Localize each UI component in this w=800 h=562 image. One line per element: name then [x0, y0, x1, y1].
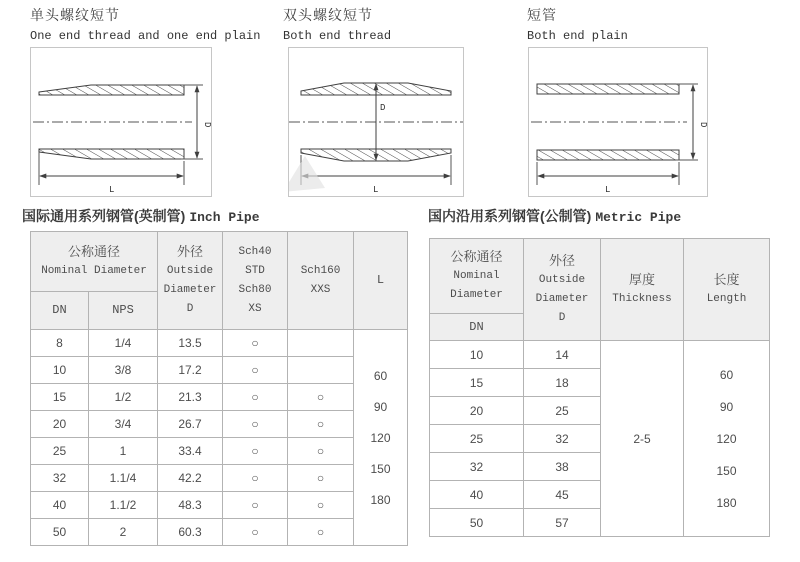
inch-header-sch40-line1: Sch40 [238, 245, 272, 258]
pipe-bottom-wall [537, 150, 679, 160]
cell-od: 32 [524, 425, 601, 453]
inch-header-sch40-line3: Sch80 [238, 283, 272, 296]
cell-od: 14 [524, 341, 601, 369]
table-row [31, 465, 408, 492]
metric-header-length-cn: 长度 [713, 272, 740, 287]
cell-nps: 1.1/4 [89, 465, 158, 492]
diagram-one-end-thread [30, 47, 212, 197]
metric-pipe-table [429, 238, 770, 537]
metric-header-length [684, 239, 770, 341]
cell-sch160-mark: ○ [288, 519, 354, 546]
cell-nps: 3/4 [89, 411, 158, 438]
pipe-drawing-both-end-thread [289, 48, 463, 196]
cell-dn: 10 [31, 357, 89, 384]
diagram-both-end-thread [288, 47, 464, 197]
cell-nps: 1/4 [89, 330, 158, 357]
metric-header-od-en2: Diameter [535, 293, 589, 305]
watermark [289, 156, 325, 192]
cell-sch40-mark: ○ [223, 330, 288, 357]
inch-section-title-en: Inch Pipe [189, 210, 260, 225]
cell-dn: 25 [31, 438, 89, 465]
cell-dn: 25 [430, 425, 524, 453]
dim-d-label: D [380, 103, 386, 113]
inch-header-l: L [354, 232, 408, 330]
product2-title-en: Both end thread [283, 29, 392, 43]
table-row [430, 341, 770, 369]
cell-sch40-mark: ○ [223, 384, 288, 411]
cell-dn: 32 [430, 453, 524, 481]
dim-d-label: D [202, 122, 211, 128]
inch-header-nominal-cn: 公称通径 [67, 244, 120, 259]
inch-header-od [158, 232, 223, 330]
table-row [31, 492, 408, 519]
length-value: 90 [719, 399, 734, 414]
l-value: 90 [373, 399, 388, 414]
cell-od: 45 [524, 481, 601, 509]
length-value: 150 [716, 463, 737, 478]
metric-header-thickness [601, 239, 684, 341]
metric-header-nominal-en1: Nominal [453, 270, 500, 282]
inch-header-nominal-en: Nominal Diameter [41, 265, 147, 277]
metric-header-od-cn: 外径 [548, 253, 575, 268]
length-value: 60 [719, 367, 734, 382]
cell-od: 38 [524, 453, 601, 481]
inch-header-nps: NPS [89, 292, 158, 330]
cell-dn: 50 [31, 519, 89, 546]
metric-thickness-cell: 2-5 [601, 341, 684, 537]
cell-sch40-mark: ○ [223, 411, 288, 438]
cell-nps: 1 [89, 438, 158, 465]
l-value: 120 [370, 430, 391, 445]
inch-header-dn: DN [31, 292, 89, 330]
metric-header-nominal-en2: Diameter [450, 289, 503, 301]
cell-od: 60.3 [158, 519, 223, 546]
cell-dn: 50 [430, 509, 524, 537]
table-row [31, 330, 408, 357]
inch-section-title-cn: 国际通用系列钢管(英制管) [22, 208, 186, 224]
inch-header-od-en1: Outside [166, 265, 214, 277]
inch-section-title [22, 206, 260, 226]
inch-header-sch40-line4: XS [248, 302, 262, 315]
metric-header-nominal [430, 239, 524, 314]
dim-l-label: L [109, 185, 115, 195]
table-row [31, 411, 408, 438]
metric-header-length-en: Length [706, 293, 747, 305]
metric-section-title [428, 206, 681, 226]
table-row [31, 519, 408, 546]
cell-sch160-mark: ○ [288, 411, 354, 438]
cell-sch160-mark: ○ [288, 438, 354, 465]
inch-header-sch160 [288, 232, 354, 330]
pipe-bottom-wall [39, 149, 184, 159]
metric-header-od-en1: Outside [538, 274, 586, 286]
cell-od: 21.3 [158, 384, 223, 411]
metric-section-title-cn: 国内沿用系列钢管(公制管) [428, 208, 592, 224]
metric-section-title-en: Metric Pipe [595, 210, 682, 225]
cell-dn: 15 [430, 369, 524, 397]
dim-l-label: L [373, 185, 379, 195]
metric-header-dn: DN [430, 314, 524, 341]
inch-header-sch160-line2: XXS [310, 283, 331, 296]
cell-nps: 1/2 [89, 384, 158, 411]
product2-title-cn: 双头螺纹短节 [283, 7, 373, 23]
cell-od: 25 [524, 397, 601, 425]
product1-title-en: One end thread and one end plain [30, 29, 261, 43]
cell-od: 17.2 [158, 357, 223, 384]
inch-header-nominal [31, 232, 158, 292]
cell-od: 18 [524, 369, 601, 397]
metric-header-od-symbol: D [558, 312, 566, 324]
cell-od: 26.7 [158, 411, 223, 438]
l-value: 150 [370, 461, 391, 476]
dim-l-label: L [605, 185, 611, 195]
cell-sch40-mark: ○ [223, 438, 288, 465]
cell-dn: 20 [430, 397, 524, 425]
inch-header-od-symbol: D [186, 303, 194, 315]
cell-dn: 20 [31, 411, 89, 438]
l-value: 180 [370, 492, 391, 507]
cell-od: 13.5 [158, 330, 223, 357]
cell-sch40-mark: ○ [223, 357, 288, 384]
pipe-top-wall [537, 84, 679, 94]
diagram-both-end-plain [528, 47, 708, 197]
cell-sch160-mark [288, 330, 354, 357]
inch-header-sch40-line2: STD [245, 264, 265, 277]
product1-title-cn: 单头螺纹短节 [30, 7, 120, 23]
metric-header-od [524, 239, 601, 341]
inch-pipe-table [30, 231, 408, 546]
table-row [31, 384, 408, 411]
cell-sch160-mark: ○ [288, 465, 354, 492]
pipe-drawing-both-end-plain [529, 48, 707, 196]
cell-od: 42.2 [158, 465, 223, 492]
cell-dn: 8 [31, 330, 89, 357]
table-row [31, 357, 408, 384]
pipe-drawing-one-end-thread [31, 48, 211, 196]
metric-header-nominal-cn: 公称通径 [450, 249, 503, 264]
cell-nps: 1.1/2 [89, 492, 158, 519]
product3-title-cn: 短管 [527, 7, 557, 23]
cell-sch160-mark: ○ [288, 492, 354, 519]
cell-dn: 40 [430, 481, 524, 509]
cell-od: 48.3 [158, 492, 223, 519]
length-value: 120 [716, 431, 737, 446]
l-value: 60 [373, 368, 388, 383]
inch-header-sch160-line1: Sch160 [300, 264, 341, 277]
product3-title-en: Both end plain [527, 29, 628, 43]
inch-l-values-cell [354, 330, 408, 546]
dim-d-label: D [698, 122, 707, 128]
cell-sch40-mark: ○ [223, 492, 288, 519]
metric-header-thickness-en: Thickness [612, 293, 672, 305]
inch-header-sch40 [223, 232, 288, 330]
cell-sch40-mark: ○ [223, 465, 288, 492]
table-row [31, 438, 408, 465]
cell-dn: 15 [31, 384, 89, 411]
cell-nps: 2 [89, 519, 158, 546]
cell-dn: 32 [31, 465, 89, 492]
inch-header-od-en2: Diameter [163, 284, 217, 296]
length-value: 180 [716, 495, 737, 510]
metric-header-thickness-cn: 厚度 [628, 272, 655, 287]
inch-header-od-cn: 外径 [176, 244, 203, 259]
cell-sch40-mark: ○ [223, 519, 288, 546]
cell-od: 57 [524, 509, 601, 537]
cell-dn: 40 [31, 492, 89, 519]
cell-sch160-mark [288, 357, 354, 384]
pipe-top-wall [39, 85, 184, 95]
cell-nps: 3/8 [89, 357, 158, 384]
cell-od: 33.4 [158, 438, 223, 465]
metric-length-cell [684, 341, 770, 537]
cell-dn: 10 [430, 341, 524, 369]
cell-sch160-mark: ○ [288, 384, 354, 411]
